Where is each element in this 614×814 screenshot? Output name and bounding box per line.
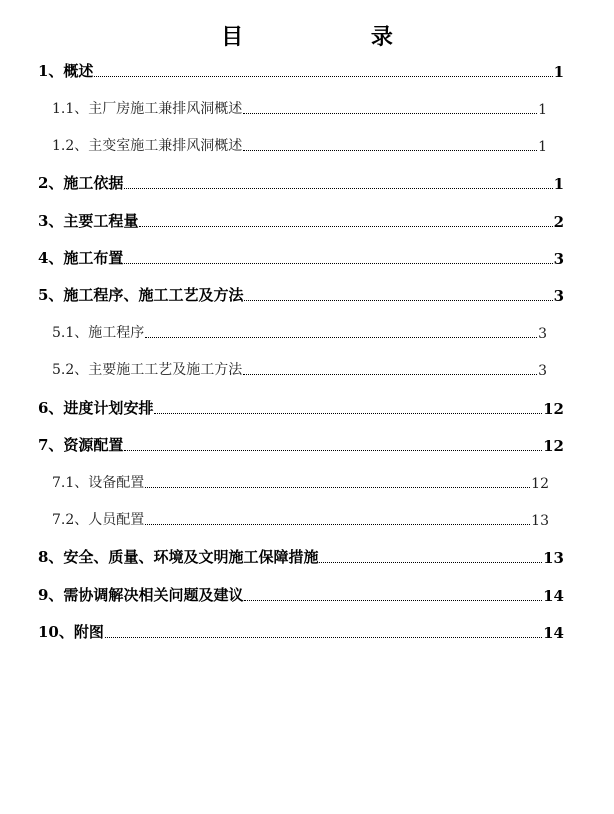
toc-entry-10[interactable] bbox=[38, 621, 564, 642]
toc-entry-2[interactable] bbox=[38, 172, 564, 193]
toc-entry-label: 5.1、施工程序 bbox=[52, 325, 145, 341]
toc-entry-page: 3 bbox=[553, 250, 564, 268]
toc-entry-page: 12 bbox=[543, 437, 564, 455]
dot-leader bbox=[124, 449, 542, 451]
toc-entry-label: 2、施工依据 bbox=[38, 174, 124, 192]
dot-leader bbox=[243, 373, 537, 375]
page-title: 目 录 bbox=[221, 24, 453, 50]
toc-entry-7[interactable] bbox=[38, 434, 564, 455]
toc-entry-page: 1 bbox=[538, 102, 547, 118]
toc-entry-page: 13 bbox=[543, 549, 564, 567]
toc-entry-7-1[interactable] bbox=[52, 472, 549, 492]
toc-entry-4[interactable] bbox=[38, 247, 564, 268]
toc-entry-page: 13 bbox=[531, 513, 549, 529]
toc-entry-label: 1.2、主变室施工兼排风洞概述 bbox=[52, 138, 243, 154]
toc-entry-page: 14 bbox=[543, 587, 564, 605]
toc-entry-page: 12 bbox=[531, 476, 549, 492]
dot-leader bbox=[105, 636, 542, 638]
toc-entry-6[interactable] bbox=[38, 397, 564, 418]
toc-entry-label: 5.2、主要施工工艺及施工方法 bbox=[52, 362, 243, 378]
toc-entry-label: 1、概述 bbox=[38, 62, 94, 80]
dot-leader bbox=[145, 336, 537, 338]
toc-entry-label: 7.2、人员配置 bbox=[52, 512, 145, 528]
toc-entry-label: 7.1、设备配置 bbox=[52, 475, 145, 491]
toc-entry-8[interactable] bbox=[38, 546, 564, 567]
dot-leader bbox=[145, 486, 530, 488]
dot-leader bbox=[124, 187, 552, 189]
dot-leader bbox=[145, 523, 530, 525]
toc-entry-page: 1 bbox=[538, 139, 547, 155]
dot-leader bbox=[243, 149, 537, 151]
toc-entry-page: 2 bbox=[553, 213, 564, 231]
toc-entry-page: 14 bbox=[543, 624, 564, 642]
toc-entry-5-2[interactable] bbox=[52, 359, 547, 379]
toc-entry-label: 5、施工程序、施工工艺及方法 bbox=[38, 286, 244, 304]
toc-entry-1-2[interactable] bbox=[52, 135, 547, 155]
toc-entry-9[interactable] bbox=[38, 584, 564, 605]
toc-entry-label: 8、安全、质量、环境及文明施工保障措施 bbox=[38, 548, 319, 566]
dot-leader bbox=[319, 561, 542, 563]
dot-leader bbox=[244, 299, 552, 301]
dot-leader bbox=[124, 262, 552, 264]
toc-entry-page: 3 bbox=[553, 287, 564, 305]
toc-entry-page: 1 bbox=[553, 175, 564, 193]
dot-leader bbox=[139, 225, 552, 227]
toc-entry-5[interactable] bbox=[38, 284, 564, 305]
toc-entry-label: 10、附图 bbox=[38, 623, 104, 641]
dot-leader bbox=[243, 112, 537, 114]
toc-entry-label: 4、施工布置 bbox=[38, 249, 124, 267]
toc-entry-7-2[interactable] bbox=[52, 509, 549, 529]
toc-entry-label: 3、主要工程量 bbox=[38, 212, 139, 230]
toc-entry-page: 12 bbox=[543, 400, 564, 418]
toc-entry-5-1[interactable] bbox=[52, 322, 547, 342]
toc-entry-page: 3 bbox=[538, 363, 547, 379]
toc-entry-label: 9、需协调解决相关问题及建议 bbox=[38, 586, 244, 604]
dot-leader bbox=[154, 412, 542, 414]
dot-leader bbox=[94, 75, 552, 77]
toc-entry-3[interactable] bbox=[38, 210, 564, 231]
toc-entry-label: 7、资源配置 bbox=[38, 436, 124, 454]
toc-entry-label: 1.1、主厂房施工兼排风洞概述 bbox=[52, 101, 243, 117]
toc-entry-1[interactable] bbox=[38, 60, 564, 81]
toc-entry-label: 6、进度计划安排 bbox=[38, 399, 154, 417]
toc-entry-page: 1 bbox=[553, 63, 564, 81]
toc-entry-1-1[interactable] bbox=[52, 98, 547, 118]
toc-entry-page: 3 bbox=[538, 326, 547, 342]
dot-leader bbox=[244, 599, 542, 601]
